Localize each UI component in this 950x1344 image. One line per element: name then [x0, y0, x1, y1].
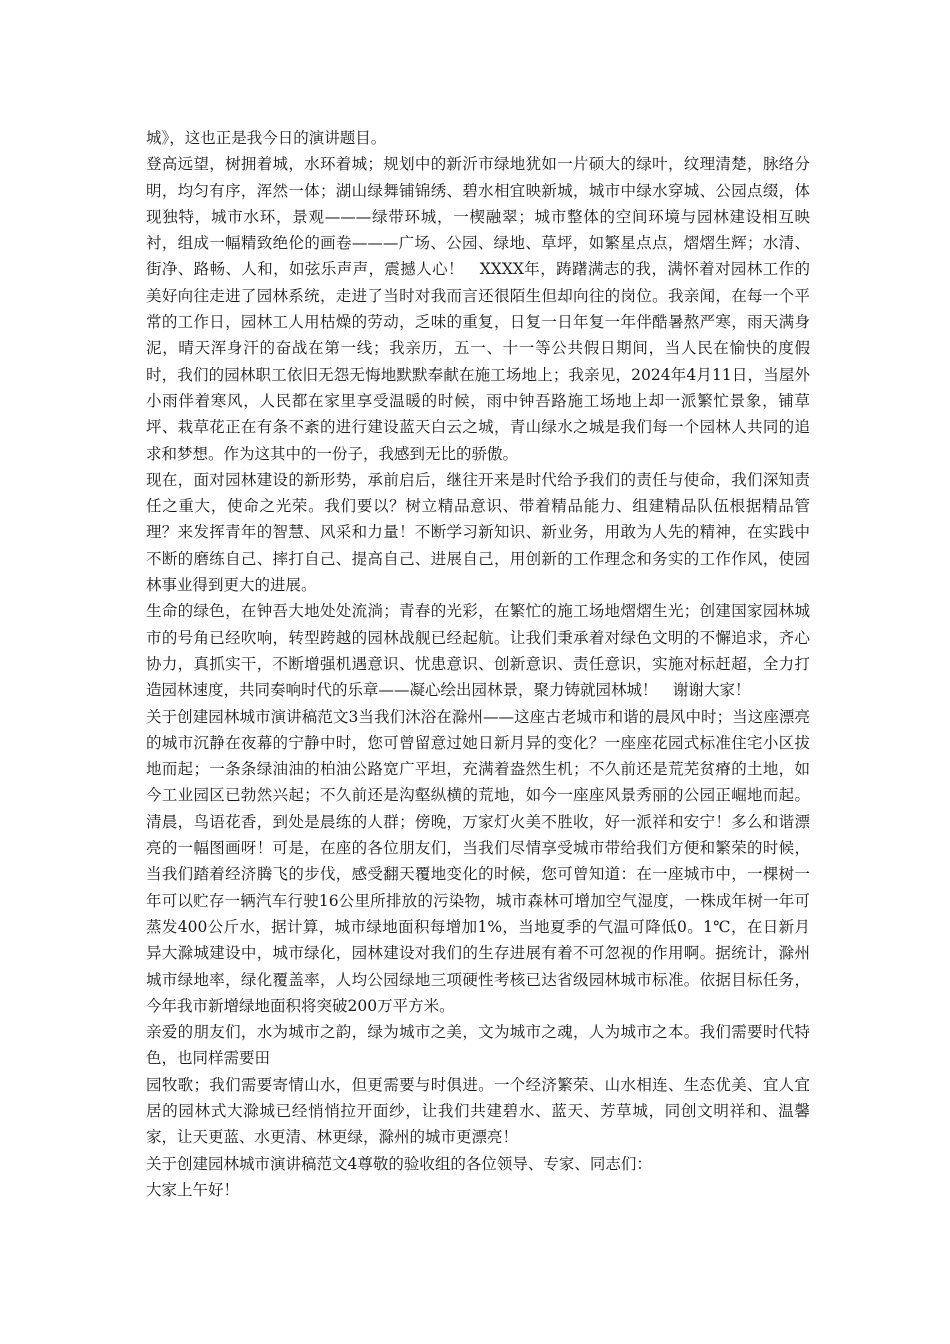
- paragraph: 现在，面对园林建设的新形势，承前启后，继往开来是时代给予我们的责任与使命，我们深知责任之重大，使命之光荣。我们要以？树立精品意识、带着精品能力、组建精品队伍根据精品管理？来发挥青年的智慧、风采和力量！不断学习新知识、新业务，用敢为人先的精神，在实践中不断的磨练自己、摔打自己、提高自己、进展自己，用创新的工作理念和务实的工作作风，使园林事业得到更大的进展。: [146, 470, 810, 595]
- document-body: [146, 125, 810, 1203]
- paragraph: 园牧歌；我们需要寄情山水，但更需要与时俱进。一个经济繁荣、山水相连、生态优美、宜人宜居的园林式大滁城已经悄悄拉开面纱，让我们共建碧水、蓝天、芳草城，同创文明祥和、温馨家，让天更蓝、水更清、林更绿，滁州的城市更漂亮！: [146, 1075, 810, 1147]
- paragraph: 关于创建园林城市演讲稿范文3当我们沐浴在滁州——这座古老城市和谐的晨风中时；当这座漂亮的城市沉静在夜幕的宁静中时，您可曾留意过她日新月异的变化？一座座花园式标准住宅小区拔地而起；一条条绿油油的柏油公路宽广平坦，充满着盎然生机；不久前还是荒芜贫瘠的土地，如今工业园区已勃然兴起；不久前还是沟壑纵横的荒地，如今一座座风景秀丽的公园正崛地而起。清晨，鸟语花香，到处是晨练的人群；傍晚，万家灯火美不胜收，好一派祥和安宁！多么和谐漂亮的一幅图画呀！可是，在座的各位朋友们，当我们尽情享受城市带给我们方便和繁荣的时候，当我们踏着经济腾飞的步伐，感受翻天覆地变化的时候，您可曾知道：在一座城市中，一棵树一年可以贮存一辆汽车行驶16公里所排放的污染物，城市森林可增加空气湿度，一株成年树一年可蒸发400公斤水，据计算，城市绿地面积每增加1%，当地夏季的气温可降低0。1℃，在日新月异大滁城建设中，城市绿化，园林建设对我们的生存进展有着不可忽视的作用啊。据统计，滁州城市绿地率，绿化覆盖率，人均公园绿地三项硬性考核已达省级园林城市标准。依据目标任务，今年我市新增绿地面积将突破200万平方米。: [146, 707, 810, 1015]
- paragraph: 关于创建园林城市演讲稿范文4尊敬的验收组的各位领导、专家、同志们：: [146, 1154, 652, 1173]
- paragraph: 亲爱的朋友们，水为城市之韵，绿为城市之美，文为城市之魂，人为城市之本。我们需要时代特色，也同样需要田: [146, 1023, 810, 1068]
- paragraph: 生命的绿色，在钟吾大地处处流淌；青春的光彩，在繁忙的施工场地熠熠生光；创建国家园林城市的号角已经吹响，转型跨越的园林战舰已经起航。让我们秉承着对绿色文明的不懈追求，齐心协力，真抓实干，不断增强机遇意识、忧患意识、创新意识、责任意识，实施对标赶超，全力打造园林速度，共同奏响时代的乐章——凝心绘出园林景，聚力铸就园林城！ 谢谢大家！: [146, 602, 810, 700]
- paragraph: 大家上午好！: [146, 1180, 240, 1199]
- paragraph: 登高远望，树拥着城，水环着城；规划中的新沂市绿地犹如一片硕大的绿叶，纹理清楚，脉络分明，均匀有序，浑然一体；湖山绿舞铺锦绣、碧水相宜映新城，城市中绿水穿城、公园点缀，体现独特，城市水环，景观———绿带环城，一楔融翠；城市整体的空间环境与园林建设相互映衬，组成一幅精致绝伦的画卷———广场、公园、绿地、草坪，如繁星点点，熠熠生辉；水清、街净、路畅、人和，如弦乐声声，震撼人心！ XXXX年，踌躇满志的我，满怀着对园林工作的美好向往走进了园林系统，走进了当时对我而言还很陌生但却向往的岗位。我亲闻，在每一个平常的工作日，园林工人用枯燥的劳动，乏味的重复，日复一日年复一年伴酷暑熬严寒，雨天满身泥，晴天浑身汗的奋战在第一线；我亲历，五一、十一等公共假日期间，当人民在愉快的度假时，我们的园林职工依旧无怨无悔地默默奉献在施工场地上；我亲见，2024年4月11日，当屋外小雨伴着寒风，人民都在家里享受温暖的时候，雨中钟吾路施工场地上却一派繁忙景象，铺草坪、栽草花正在有条不紊的进行建设蓝天白云之城，青山绿水之城是我们每一个园林人共同的追求和梦想。作为这其中的一份子，我感到无比的骄傲。: [146, 155, 810, 463]
- paragraph: 城》，这也正是我今日的演讲题目。: [146, 129, 387, 147]
